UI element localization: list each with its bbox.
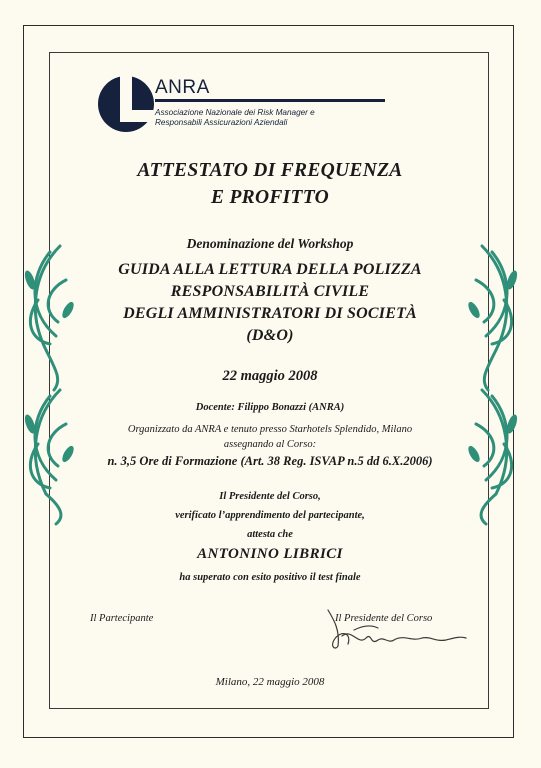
result-line: ha superato con esito positivo il test finale xyxy=(179,572,361,583)
participant-signature-label: Il Partecipante xyxy=(90,613,154,624)
event-date: 22 maggio 2008 xyxy=(222,368,318,384)
credits-line: n. 3,5 Ore di Formazione (Art. 38 Reg. ISVAP n.5 dd 6.X.2006) xyxy=(107,454,433,468)
certificate-title-line1: ATTESTATO DI FREQUENZA xyxy=(137,160,403,181)
logo-subtitle xyxy=(155,108,405,128)
logo-subtitle-line1: Associazione Nazionale dei Risk Manager e xyxy=(155,108,315,117)
anra-logo xyxy=(96,72,406,134)
president-line2: verificato l’apprendimento del partecipante, xyxy=(175,510,365,521)
certificate-title-line2: E PROFITTO xyxy=(210,187,330,208)
president-signature-icon xyxy=(318,606,468,654)
docente-line: Docente: Filippo Bonazzi (ANRA) xyxy=(195,402,345,413)
logo-name: ANRA xyxy=(155,77,210,98)
workshop-title-line1: GUIDA ALLA LETTURA DELLA POLIZZA xyxy=(118,261,422,278)
organized-line1: Organizzato da ANRA e tenuto presso Starhotels Splendido, Milano xyxy=(127,424,413,435)
participant-name: ANTONINO LIBRICI xyxy=(197,546,343,562)
workshop-title-line3: DEGLI AMMINISTRATORI DI SOCIETÀ xyxy=(123,305,417,322)
workshop-title-line4: (D&O) xyxy=(246,327,294,344)
president-signature-label: Il Presidente del Corso xyxy=(335,613,433,624)
workshop-label: Denominazione del Workshop xyxy=(186,236,354,251)
president-line1: Il Presidente del Corso, xyxy=(219,491,321,502)
workshop-title-line2: RESPONSABILITÀ CIVILE xyxy=(170,283,370,300)
organized-line2: assegnando al Corso: xyxy=(223,439,317,450)
place-date: Milano, 22 maggio 2008 xyxy=(215,676,325,688)
logo-subtitle-line2: Responsabili Assicurazioni Aziendali xyxy=(155,118,288,127)
president-line3: attesta che xyxy=(247,529,293,540)
